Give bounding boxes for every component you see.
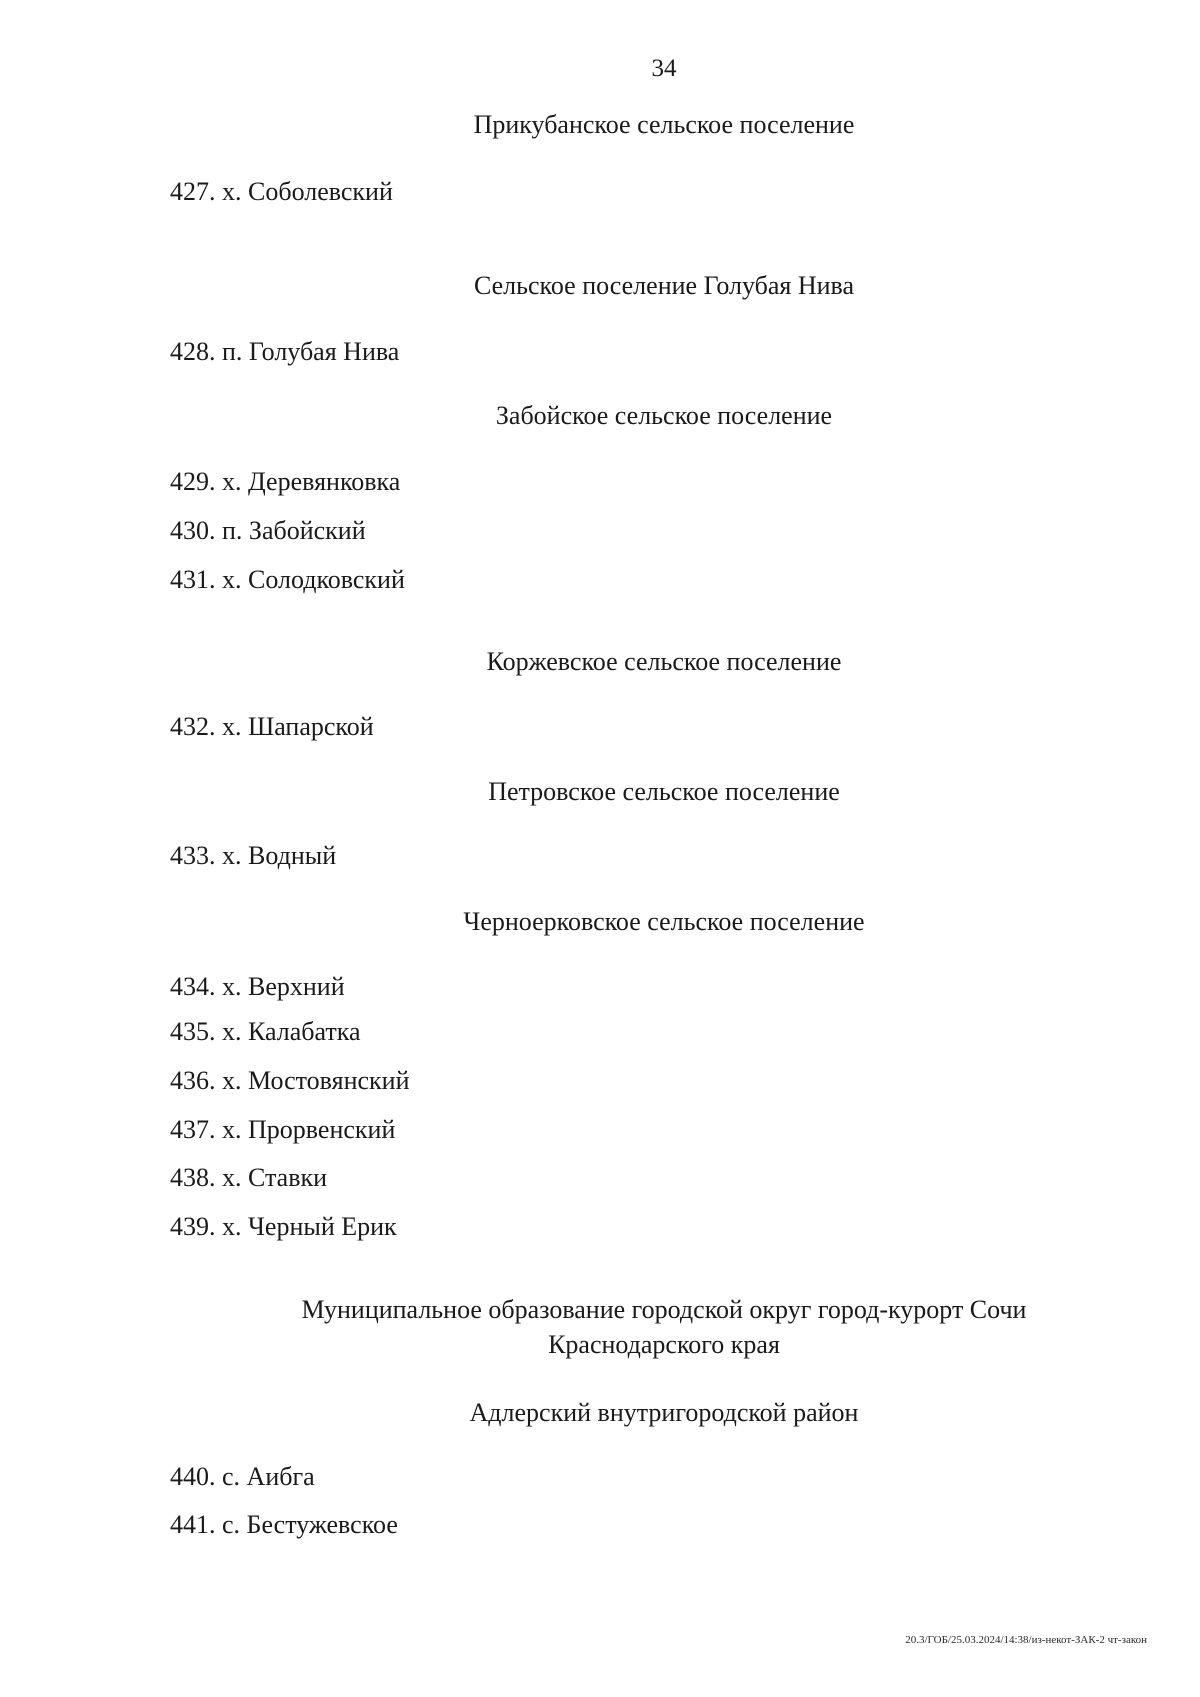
- section-heading: Петровское сельское поселение: [488, 777, 840, 806]
- footer-document-code: 20.3/ГОБ/25.03.2024/14:38/из-некот-ЗАК-2 чт-закон: [905, 1634, 1147, 1646]
- list-item: 435. х. Калабатка: [170, 1017, 361, 1046]
- section-heading: Сельское поселение Голубая Нива: [473, 271, 854, 300]
- list-item: 438. х. Ставки: [170, 1163, 328, 1192]
- list-item: 428. п. Голубая Нива: [170, 337, 400, 366]
- section-heading: Муниципальное образование городской округ город-курорт Сочи: [301, 1295, 1027, 1324]
- list-item: 439. х. Черный Ерик: [170, 1212, 397, 1241]
- section-heading: Краснодарского края: [548, 1330, 780, 1359]
- list-item: 431. х. Солодковский: [170, 565, 405, 594]
- list-item: 441. с. Бестужевское: [170, 1510, 398, 1539]
- list-item: 433. х. Водный: [170, 841, 337, 870]
- page-number: 34: [651, 55, 677, 82]
- section-heading: Черноерковское сельское поселение: [463, 907, 865, 936]
- section-heading: Прикубанское сельское поселение: [473, 110, 855, 139]
- list-item: 427. х. Соболевский: [170, 177, 393, 206]
- section-heading: Забойское сельское поселение: [495, 401, 833, 430]
- list-item: 432. х. Шапарской: [170, 712, 374, 741]
- list-item: 434. х. Верхний: [170, 972, 345, 1001]
- list-item: 430. п. Забойский: [170, 516, 366, 545]
- list-item: 440. с. Аибга: [170, 1462, 315, 1491]
- list-item: 437. х. Прорвенский: [170, 1115, 396, 1144]
- section-heading: Коржевское сельское поселение: [486, 647, 842, 676]
- list-item: 436. х. Мостовянский: [170, 1066, 410, 1095]
- section-heading: Адлерский внутригородской район: [469, 1398, 859, 1427]
- list-item: 429. х. Деревянковка: [170, 467, 401, 496]
